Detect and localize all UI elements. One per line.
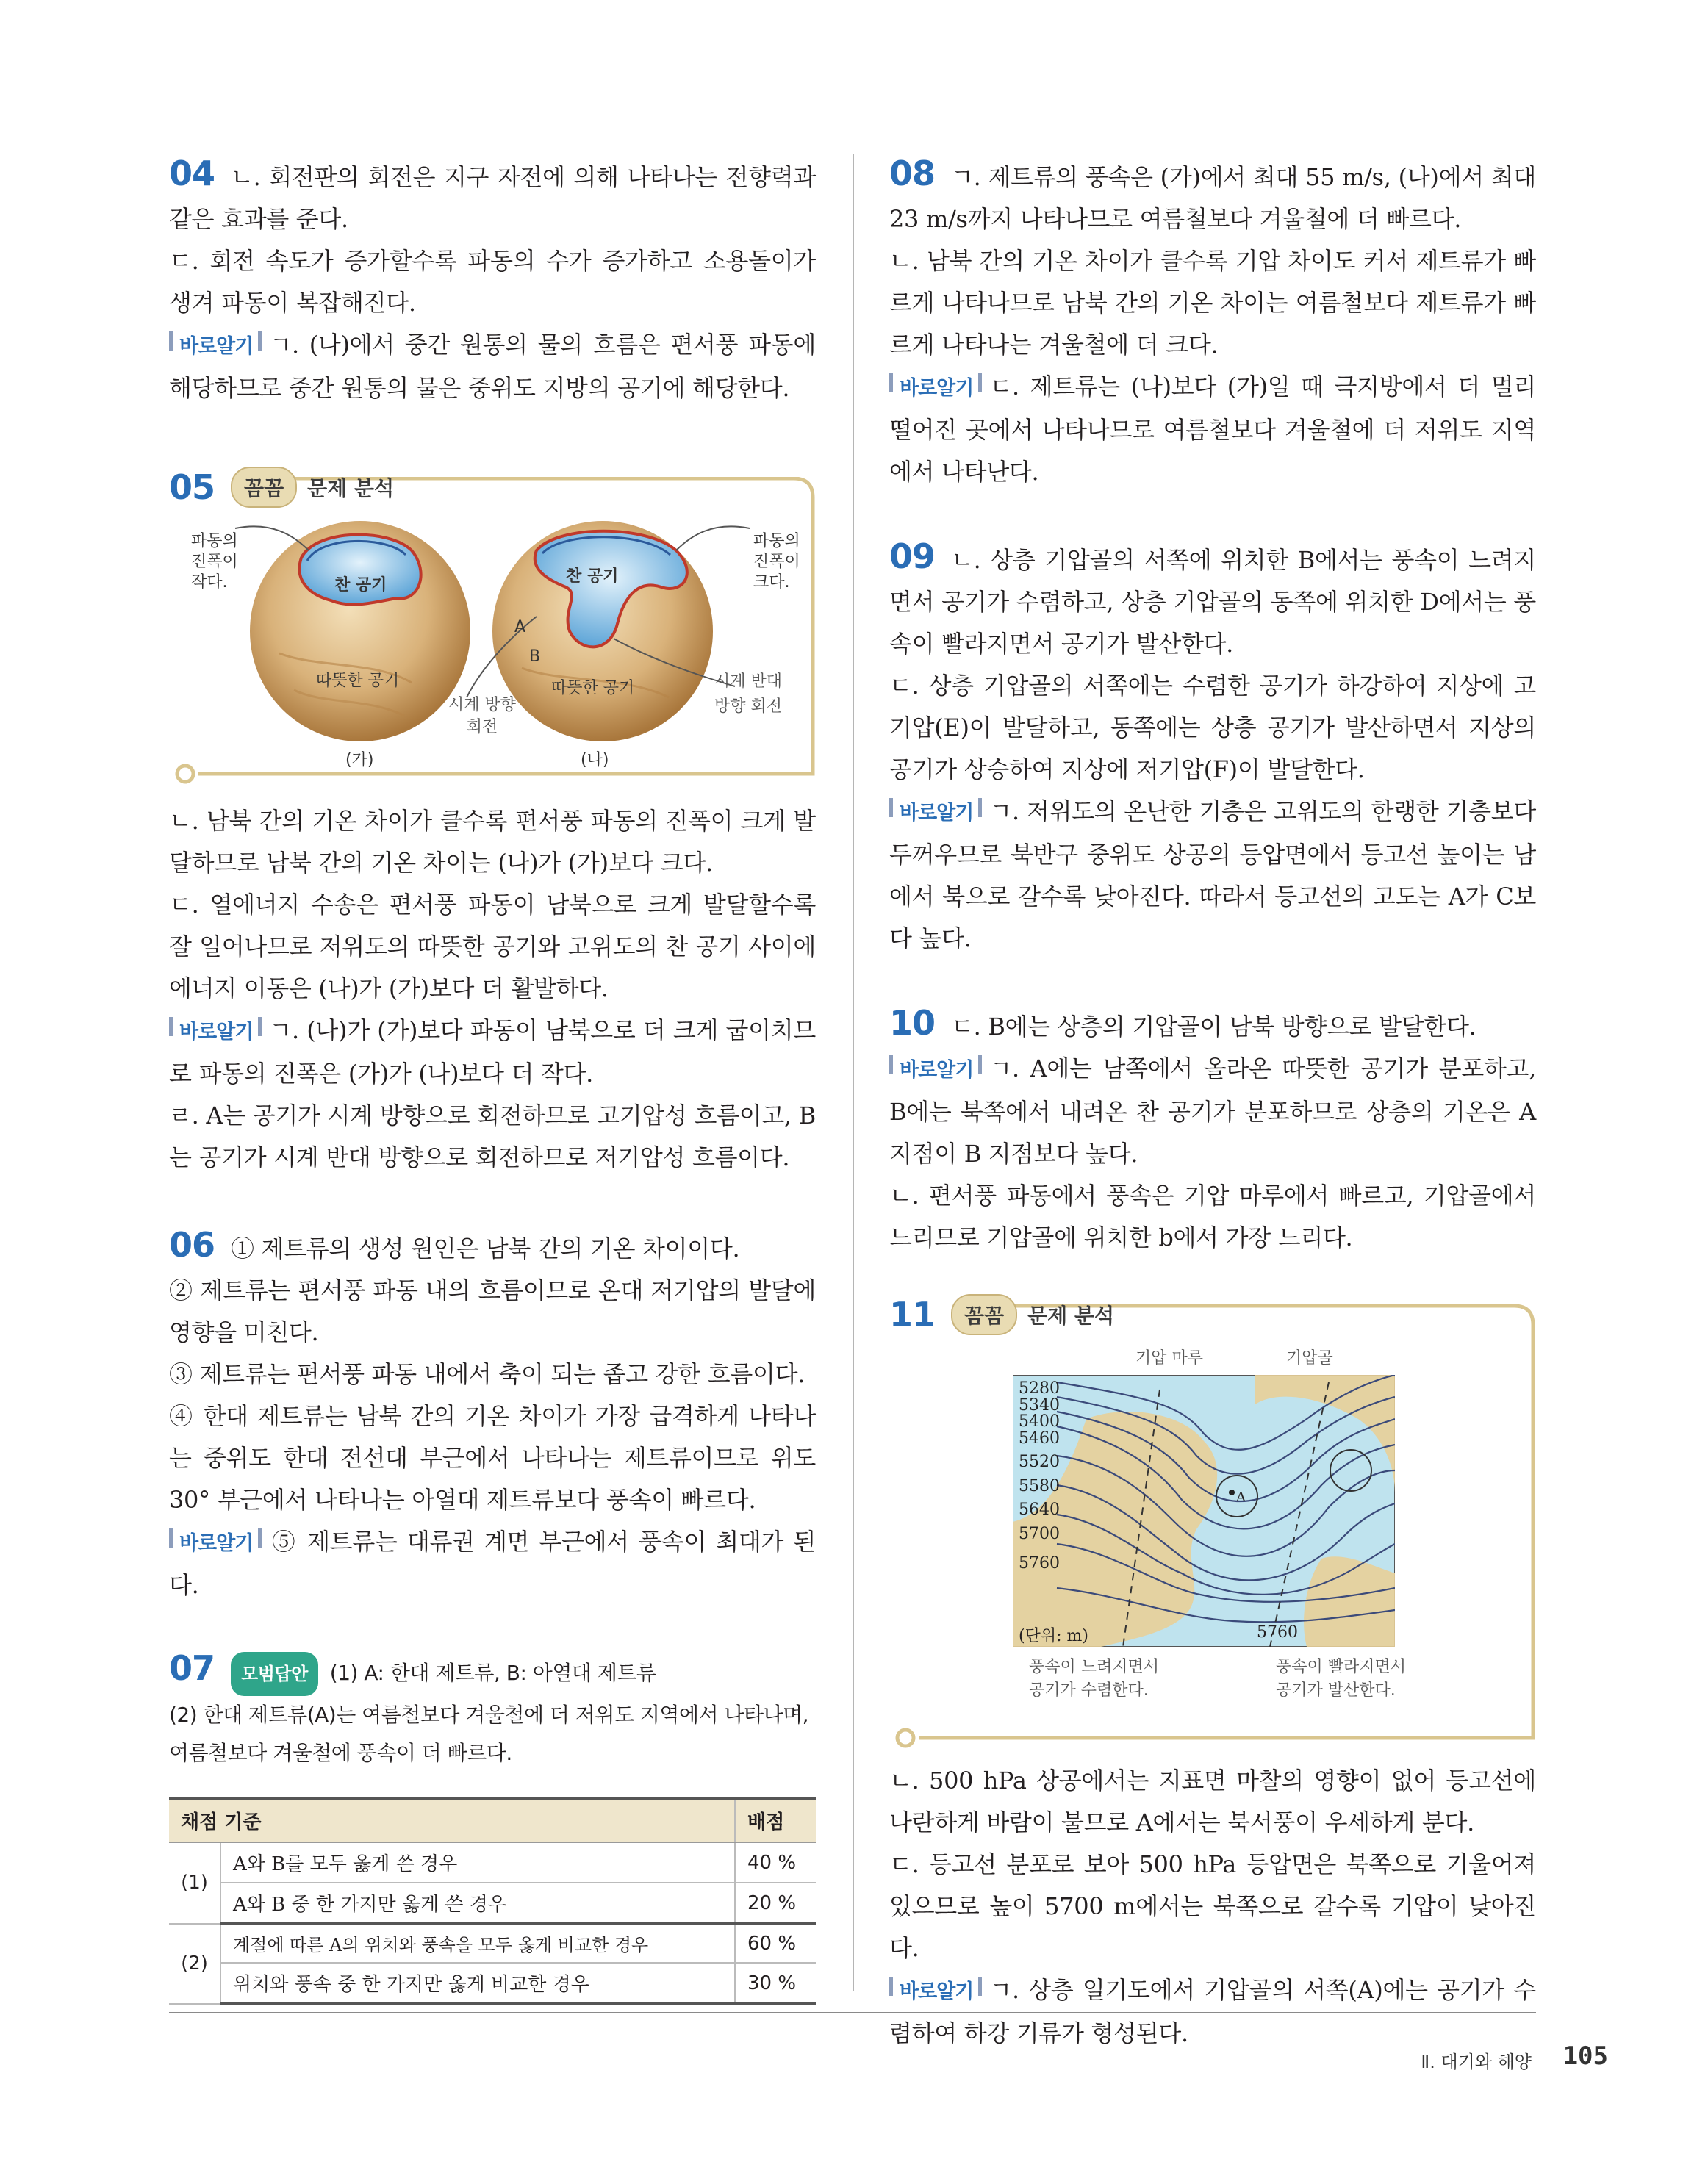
question-10	[889, 1002, 1536, 1259]
column-divider	[853, 154, 854, 1991]
table-header-criteria: 채점 기준	[169, 1799, 735, 1843]
model-answer-2: (2) 한대 제트류(A)는 여름철보다 겨울철에 더 저위도 지역에서 나타나며, 여름철보다 겨울철에 풍속이 더 빠르다.	[169, 1703, 809, 1765]
question-07	[169, 1649, 816, 2005]
divergence-note: 풍속이 빨라지면서 공기가 발산한다.	[1276, 1658, 1407, 1700]
correction-line: ㄱ. (나)에서 중간 원통의 물의 흐름은 편서풍 파동에 해당하므로 중간 원통의 물은 중위도 지방의 공기에 해당한다.	[169, 331, 816, 402]
convergence-note: 풍속이 느려지면서 공기가 수렴한다.	[1029, 1658, 1160, 1700]
answer-line: ㄷ. 열에너지 수송은 편서풍 파동이 남북으로 크게 발달할수록 잘 일어나므로 저위도의 따뜻한 공기와 고위도의 찬 공기 사이에 에너지 이동은 (나)가 (가)보다 더 활발하다.	[169, 891, 816, 1002]
table-header-score: 배점	[735, 1799, 816, 1843]
grading-table	[169, 1797, 816, 2005]
answer-line: ㄷ. B에는 상층의 기압골이 남북 방향으로 발달한다.	[951, 1013, 1476, 1041]
model-answer-1: (1) A: 한대 제트류, B: 아열대 제트류	[329, 1661, 656, 1685]
answer-line: ㄱ. 제트류의 풍속은 (가)에서 최대 55 m/s, (나)에서 최대 23 m/s까지 나타나므로 여름철보다 겨울철에 더 빠르다.	[889, 163, 1536, 233]
globe-figure	[169, 506, 816, 786]
warm-air-label: 따뜻한 공기	[316, 672, 400, 690]
correction-line: ㄱ. (나)가 (가)보다 파동이 남북으로 더 크게 굽이치므로 파동의 진폭은 (가)가 (나)보다 더 작다.	[169, 1016, 816, 1088]
cold-air-label: 찬 공기	[566, 567, 619, 586]
caption-ga: (가)	[345, 751, 374, 769]
correction-line: ㄱ. A에는 남쪽에서 올라온 따뜻한 공기가 분포하고, B에는 북쪽에서 내려온 찬 공기가 분포하므로 상층의 기온은 A 지점이 B 지점보다 높다.	[889, 1055, 1536, 1168]
caption-na: (나)	[581, 751, 609, 769]
correction-line: ⑤ 제트류는 대류권 계면 부근에서 풍속이 최대가 된다.	[169, 1528, 816, 1599]
analysis-box	[889, 1295, 1536, 1760]
section-label: Ⅱ. 대기와 해양	[1421, 2052, 1532, 2072]
answer-line: ㄴ. 편서풍 파동에서 풍속은 기압 마루에서 빠르고, 기압골에서 느리므로 기압골에 위치한 b에서 가장 느리다.	[889, 1182, 1536, 1251]
baro-algi-label: 바로알기	[169, 1011, 253, 1053]
globe-a	[250, 521, 470, 741]
table-row: 위치와 풍속 중 한 가지만 옳게 비교한 경우 30 %	[169, 1963, 816, 2004]
analysis-box	[169, 467, 816, 800]
question-number: 05	[169, 467, 215, 507]
contour-level-labels: 5280 5340 5400 5460 5520 5580 5640 5700 5760	[1019, 1379, 1060, 1573]
cold-air-label: 찬 공기	[334, 576, 387, 594]
kkomkkom-badge: 꼼꼼	[951, 1294, 1017, 1335]
bottom-level-label: 5760	[1257, 1623, 1298, 1642]
table-row: A와 B 중 한 가지만 옳게 쓴 경우 20 %	[169, 1883, 816, 1924]
question-05	[169, 467, 816, 1179]
answer-line: ㄴ. 남북 간의 기온 차이가 클수록 편서풍 파동의 진폭이 크게 발달하므로 남북 간의 기온 차이는 (나)가 (가)보다 크다.	[169, 807, 816, 877]
answer-line: ㄷ. 회전 속도가 증가할수록 파동의 수가 증가하고 소용돌이가 생겨 파동이 복잡해진다.	[169, 247, 816, 317]
answer-line: ㄴ. 남북 간의 기온 차이가 클수록 기압 차이도 커서 제트류가 빠르게 나타나므로 남북 간의 기온 차이는 여름철보다 제트류가 빠르게 나타나는 겨울철에 더 크다.	[889, 247, 1536, 359]
counterclockwise-note: 시계 반대 방향 회전	[714, 672, 783, 716]
point-a-label: A	[514, 618, 526, 636]
question-number: 04	[169, 154, 215, 193]
answer-line: ㄴ. 500 hPa 상공에서는 지표면 마찰의 영향이 없어 등고선에 나란하게 바람이 불므로 A에서는 북서풍이 우세하게 분다.	[889, 1767, 1536, 1836]
right-column	[889, 153, 1536, 2055]
upper-air-map	[1013, 1375, 1395, 1647]
table-row: (2) 계절에 따른 A의 위치와 풍속을 모두 옳게 비교한 경우 60 %	[169, 1924, 816, 1964]
unit-label: (단위: m)	[1019, 1627, 1088, 1645]
table-row: (1) A와 B를 모두 옳게 쓴 경우 40 %	[169, 1842, 816, 1883]
question-number: 10	[889, 1003, 936, 1043]
note-large-amplitude: 파동의 진폭이 크다.	[753, 532, 800, 592]
question-06	[169, 1224, 816, 1606]
answer-line: ㄷ. 등고선 분포로 보아 500 hPa 등압면은 북쪽으로 기울어져 있으므로 높이 5700 m에서는 북쪽으로 갈수록 기압이 낮아진다.	[889, 1850, 1536, 1962]
answer-line: ㄴ. 상층 기압골의 서쪽에 위치한 B에서는 풍속이 느려지면서 공기가 수렴하고, 상층 기압골의 동쪽에 위치한 D에서는 풍속이 빨라지면서 공기가 발산한다.	[889, 546, 1536, 658]
page-number: 105	[1562, 2041, 1608, 2071]
left-column	[169, 153, 816, 2005]
correction-line: ㄱ. 저위도의 온난한 기층은 고위도의 한랭한 기층보다 두꺼우므로 북반구 중위도 상공의 등압면에서 등고선 높이는 남에서 북으로 갈수록 낮아진다. 따라서 등고선의 고도는 A가 C보다 높다.	[889, 797, 1536, 952]
trough-label: 기압골	[1286, 1349, 1333, 1368]
question-09	[889, 536, 1536, 960]
question-number: 07	[169, 1648, 215, 1688]
baro-algi-label: 바로알기	[889, 1971, 973, 2013]
question-11	[889, 1295, 1536, 2055]
clockwise-note: 시계 방향 회전	[448, 696, 517, 736]
model-answer-badge: 모범답안	[231, 1652, 318, 1696]
baro-algi-label: 바로알기	[169, 1523, 253, 1564]
answer-line: ㄷ. 상층 기압골의 서쪽에는 수렴한 공기가 하강하여 지상에 고기압(E)이 발달하고, 동쪽에는 상층 공기가 발산하면서 지상의 공기가 상승하여 지상에 저기압(F)이 발달한다.	[889, 672, 1536, 783]
warm-air-label: 따뜻한 공기	[551, 679, 635, 697]
kkomkkom-badge: 꼼꼼	[231, 467, 297, 508]
analysis-title: 문제 분석	[307, 476, 395, 500]
point-a-label: A	[1236, 1490, 1246, 1505]
question-number: 06	[169, 1225, 215, 1265]
question-04	[169, 153, 816, 409]
baro-algi-label: 바로알기	[889, 367, 973, 409]
answer-line: ④ 한대 제트류는 남북 간의 기온 차이가 가장 급격하게 나타나는 중위도 한대 전선대 부근에서 나타나는 제트류이므로 위도 30° 부근에서 나타나는 아열대 제트류보다 풍속이 빠르다.	[169, 1402, 816, 1514]
answer-line: ㄴ. 회전판의 회전은 지구 자전에 의해 나타나는 전향력과 같은 효과를 준다.	[169, 163, 816, 233]
correction-line: ㄱ. 상층 일기도에서 기압골의 서쪽(A)에는 공기가 수렴하여 하강 기류가 형성된다.	[889, 1976, 1536, 2047]
question-number: 09	[889, 536, 936, 576]
note-small-amplitude: 파동의 진폭이 작다.	[191, 532, 238, 592]
answer-line: ① 제트류의 생성 원인은 남북 간의 기온 차이이다.	[231, 1235, 740, 1262]
correction-line: ㄹ. A는 공기가 시계 방향으로 회전하므로 고기압성 흐름이고, B는 공기가 시계 반대 방향으로 회전하므로 저기압성 흐름이다.	[169, 1102, 816, 1171]
baro-algi-label: 바로알기	[889, 1049, 973, 1091]
footer-rule	[169, 2012, 1536, 2013]
point-b-label: B	[529, 647, 541, 666]
ridge-label: 기압 마루	[1135, 1349, 1204, 1368]
question-08	[889, 153, 1536, 493]
question-number: 11	[889, 1295, 936, 1334]
answer-line: ③ 제트류는 편서풍 파동 내에서 축이 되는 좁고 강한 흐름이다.	[169, 1360, 805, 1388]
question-number: 08	[889, 154, 936, 193]
baro-algi-label: 바로알기	[889, 792, 973, 834]
baro-algi-label: 바로알기	[169, 326, 253, 367]
analysis-title: 문제 분석	[1027, 1304, 1115, 1328]
answer-line: ② 제트류는 편서풍 파동 내의 흐름이므로 온대 저기압의 발달에 영향을 미친다.	[169, 1276, 816, 1346]
correction-line: ㄷ. 제트류는 (나)보다 (가)일 때 극지방에서 더 멀리 떨어진 곳에서 나타나므로 여름철보다 겨울철에 더 저위도 지역에서 나타난다.	[889, 373, 1536, 486]
